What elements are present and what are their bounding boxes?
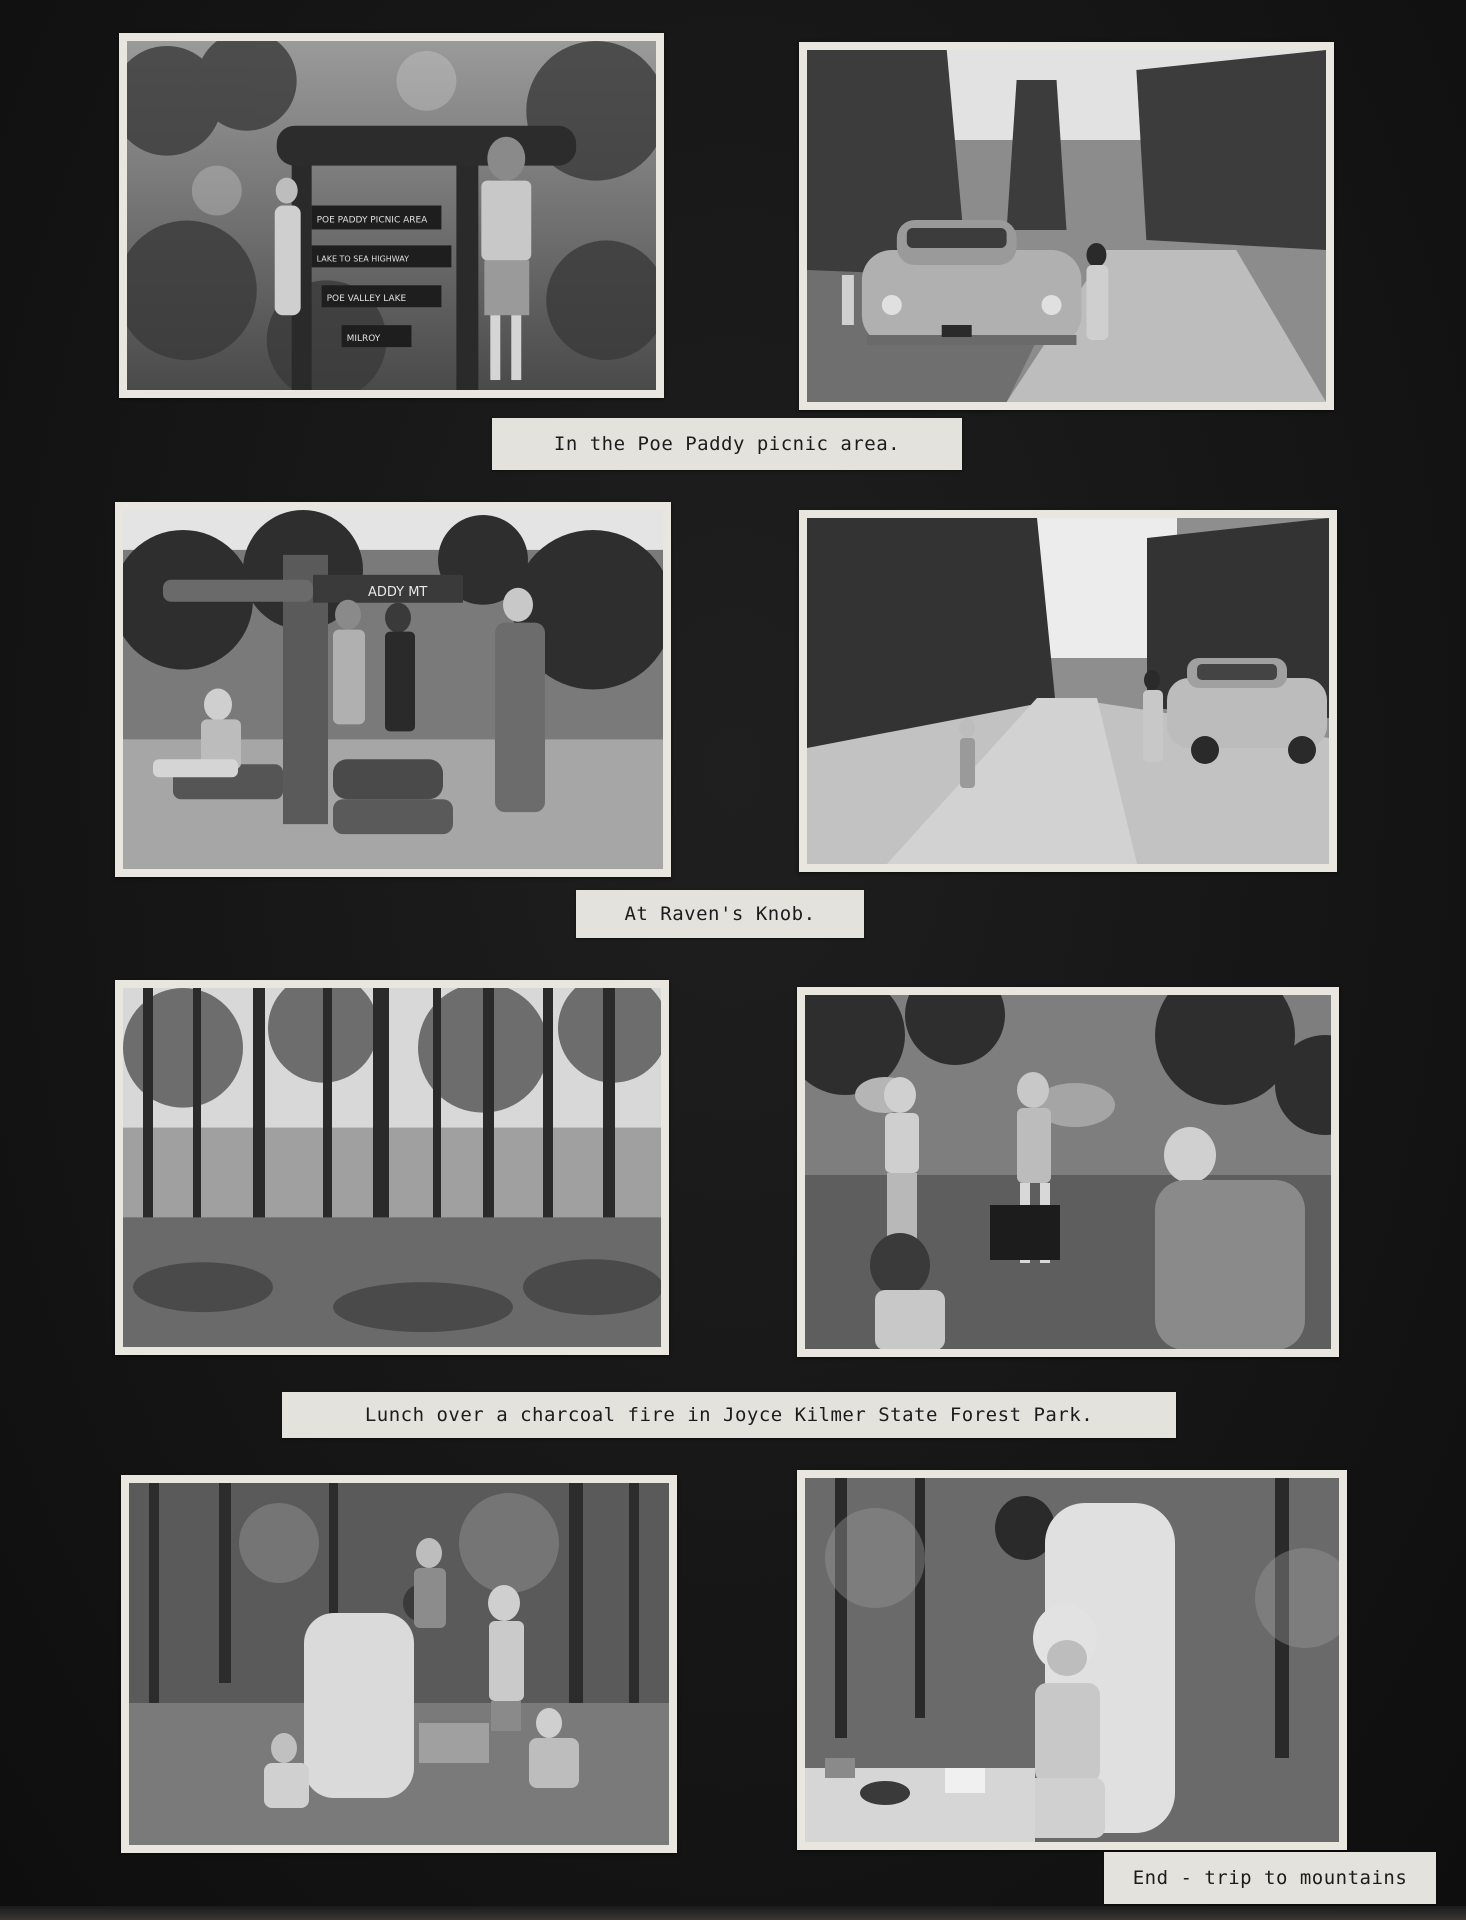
photo-girl-dirt-road	[799, 510, 1337, 872]
sign-milroy: MILROY	[346, 334, 381, 345]
caption-poe-paddy: In the Poe Paddy picnic area.	[492, 418, 962, 470]
photo-car-road	[799, 42, 1334, 410]
photo-log-signpost-group	[115, 502, 671, 877]
photo-toddler-picnic	[797, 1470, 1347, 1850]
sign-lake-to-sea: LAKE TO SEA HIGHWAY	[316, 254, 409, 264]
photo-charcoal-grill	[797, 987, 1339, 1357]
photo-forest-clearing	[115, 980, 669, 1355]
album-bottom-edge	[0, 1906, 1466, 1920]
photo-signpost-girls	[119, 33, 664, 398]
caption-end-trip: End - trip to mountains	[1104, 1852, 1436, 1904]
sign-paddy-mt: ADDY MT	[368, 584, 428, 600]
sign-poe-valley: POE VALLEY LAKE	[326, 294, 407, 305]
sign-poe-paddy: POE PADDY PICNIC AREA	[316, 215, 428, 226]
caption-joyce-kilmer: Lunch over a charcoal fire in Joyce Kilmer State Forest Park.	[282, 1392, 1176, 1438]
photo-picnic-group	[121, 1475, 677, 1853]
caption-ravens-knob: At Raven's Knob.	[576, 890, 864, 938]
